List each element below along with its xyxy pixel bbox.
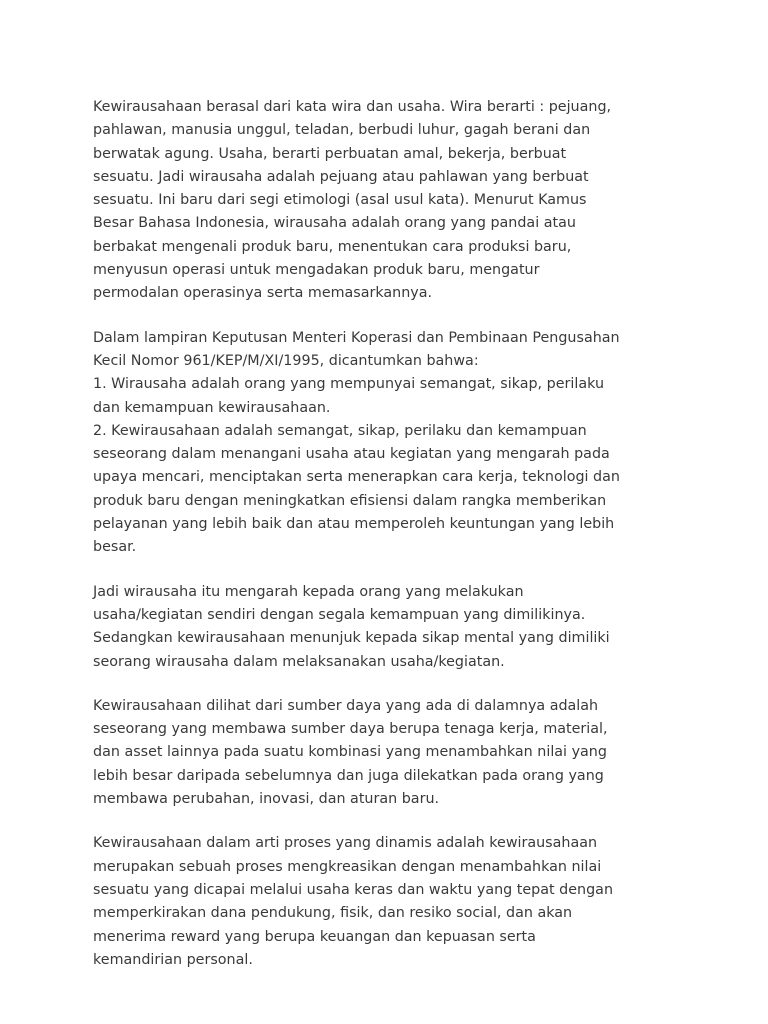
text-line: berbakat mengenali produk baru, menentukan cara produksi baru, xyxy=(93,238,572,255)
text-line: usaha/kegiatan sendiri dengan segala kemampuan yang dimilikinya. xyxy=(93,606,586,623)
text-line: Besar Bahasa Indonesia, wirausaha adalah orang yang pandai atau xyxy=(93,215,576,232)
text-line: besar. xyxy=(93,539,137,556)
text-line: lebih besar daripada sebelumnya dan juga dilekatkan pada orang yang xyxy=(93,767,604,784)
text-line: sesuatu yang dicapai melalui usaha keras dan waktu yang tepat dengan xyxy=(93,881,614,898)
text-line: Kewirausahaan dilihat dari sumber daya yang ada di dalamnya adalah xyxy=(93,697,599,714)
text-line: seorang wirausaha dalam melaksanakan usaha/kegiatan. xyxy=(93,653,505,670)
text-line: Sedangkan kewirausahaan menunjuk kepada sikap mental yang dimiliki xyxy=(93,630,610,647)
text-line: seseorang yang membawa sumber daya berupa tenaga kerja, material, xyxy=(93,721,608,738)
text-line: pelayanan yang lebih baik dan atau memperoleh keuntungan yang lebih xyxy=(93,516,615,533)
text-line: sesuatu. Jadi wirausaha adalah pejuang atau pahlawan yang berbuat xyxy=(93,168,589,185)
document-body xyxy=(93,96,743,993)
text-line: Kecil Nomor 961/KEP/M/XI/1995, dicantumkan bahwa: xyxy=(93,352,479,369)
text-line: Dalam lampiran Keputusan Menteri Koperasi dan Pembinaan Pengusahan xyxy=(93,329,620,346)
paragraph xyxy=(93,832,743,972)
text-line: Kewirausahaan dalam arti proses yang dinamis adalah kewirausahaan xyxy=(93,835,598,852)
paragraph xyxy=(93,327,743,560)
text-line: dan asset lainnya pada suatu kombinasi yang menambahkan nilai yang xyxy=(93,744,607,761)
paragraph xyxy=(93,695,743,811)
paragraph xyxy=(93,581,743,674)
text-line: Kewirausahaan berasal dari kata wira dan usaha. Wira berarti : pejuang, xyxy=(93,99,612,115)
text-line: seseorang dalam menangani usaha atau kegiatan yang mengarah pada xyxy=(93,446,610,463)
paragraph xyxy=(93,96,743,306)
text-line: 2. Kewirausahaan adalah semangat, sikap, perilaku dan kemampuan xyxy=(93,422,587,439)
text-line: upaya mencari, menciptakan serta menerapkan cara kerja, teknologi dan xyxy=(93,469,620,486)
text-line: menerima reward yang berupa keuangan dan kepuasan serta xyxy=(93,928,536,945)
text-line: Jadi wirausaha itu mengarah kepada orang yang melakukan xyxy=(93,583,524,600)
text-line: merupakan sebuah proses mengkreasikan dengan menambahkan nilai xyxy=(93,858,602,875)
text-line: dan kemampuan kewirausahaan. xyxy=(93,399,331,416)
text-line: kemandirian personal. xyxy=(93,951,253,968)
text-line: membawa perubahan, inovasi, dan aturan baru. xyxy=(93,791,440,808)
text-line: memperkirakan dana pendukung, fisik, dan resiko social, dan akan xyxy=(93,905,573,922)
text-line: 1. Wirausaha adalah orang yang mempunyai semangat, sikap, perilaku xyxy=(93,376,605,393)
text-line: permodalan operasinya serta memasarkannya. xyxy=(93,285,433,302)
text-line: berwatak agung. Usaha, berarti perbuatan amal, bekerja, berbuat xyxy=(93,145,567,162)
text-line: menyusun operasi untuk mengadakan produk baru, mengatur xyxy=(93,262,540,279)
text-line: sesuatu. Ini baru dari segi etimologi (asal usul kata). Menurut Kamus xyxy=(93,192,587,209)
text-line: pahlawan, manusia unggul, teladan, berbudi luhur, gagah berani dan xyxy=(93,122,591,139)
text-line: produk baru dengan meningkatkan efisiensi dalam rangka memberikan xyxy=(93,492,607,509)
